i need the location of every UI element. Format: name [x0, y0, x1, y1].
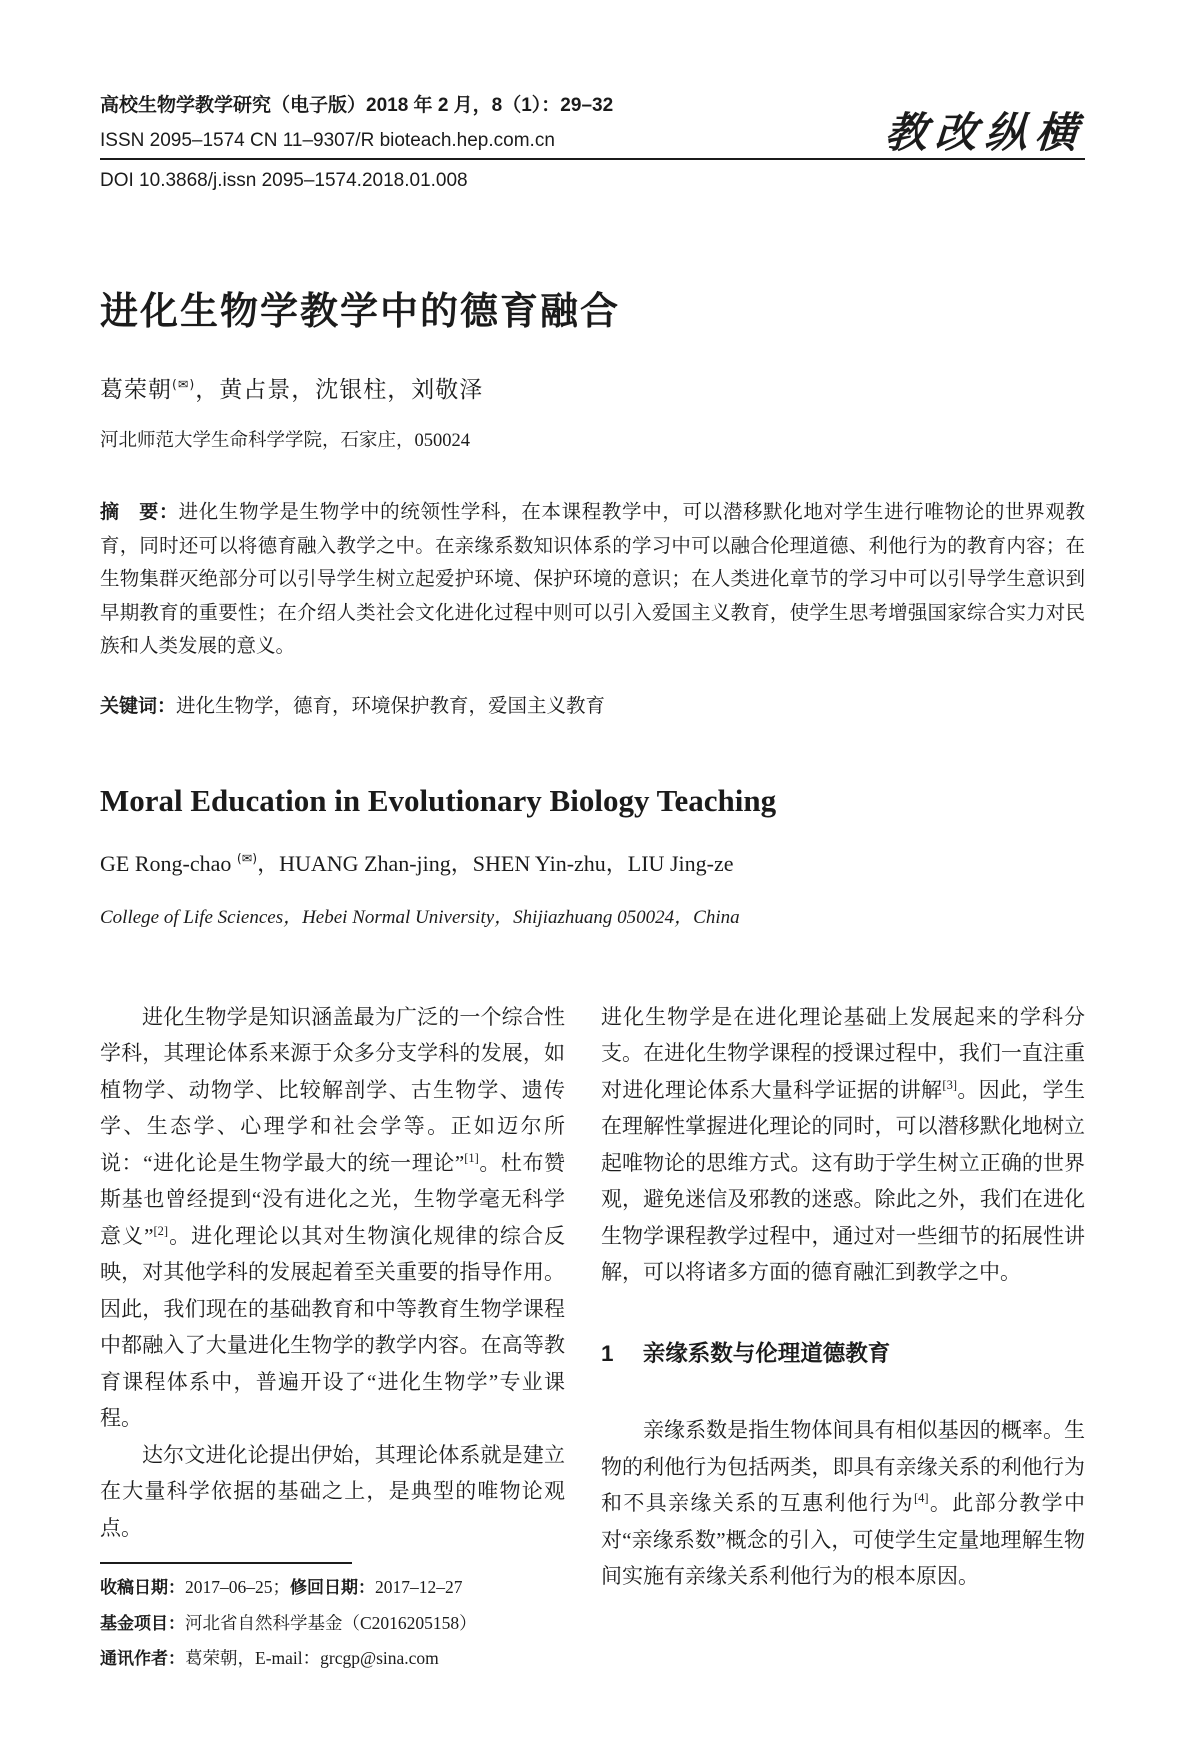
- doi-line: DOI 10.3868/j.issn 2095–1574.2018.01.008: [100, 170, 468, 191]
- page-header: [100, 88, 1085, 202]
- footnote-divider: [100, 1562, 352, 1564]
- abstract: 摘 要：进化生物学是生物学中的统领性学科，在本课程教学中，可以潜移默化地对学生进行唯物论的世界观教育，同时还可以将德育融入教学之中。在亲缘系数知识体系的学习中可以融合伦理道德、利他行为的教育内容；在生物集群灭绝部分可以引导学生树立起爱护环境、保护环境的意识；在人类进化章节的学习中可以引导学生意识到早期教育的重要性；在介绍人类社会文化进化过程中则可以引入爱国主义教育，使学生思考增强国家综合实力对民族和人类发展的意义。: [100, 502, 1085, 657]
- section-1-title: 亲缘系数与伦理道德教育: [642, 1340, 891, 1366]
- affiliation-en: College of Life Sciences，Hebei Normal University，Shijiazhuang 050024，China: [100, 906, 740, 928]
- footnote-fund: 基金项目：河北省自然科学基金（C2016205158）: [100, 1612, 477, 1633]
- header-top: [100, 88, 1085, 158]
- article-title-en: Moral Education in Evolutionary Biology Teaching: [100, 782, 777, 818]
- authors-zh: 葛荣朝(✉)，黄占景，沈银柱，刘敬泽: [100, 376, 484, 402]
- section-1-number: 1: [601, 1340, 614, 1366]
- journal-citation: 高校生物学教学研究（电子版）2018 年 2 月，8（1）：29–32: [100, 95, 614, 116]
- keywords: 关键词：进化生物学，德育，环境保护教育，爱国主义教育: [100, 695, 606, 717]
- header-left: [100, 88, 613, 158]
- article-title-zh: 进化生物学教学中的德育融合: [100, 291, 621, 333]
- section-1-heading: [601, 1336, 1085, 1373]
- column-tag-calligraphy: 教改纵横: [883, 108, 1087, 157]
- authors-en: GE Rong-chao (✉)，HUANG Zhan-jing，SHEN Yin-zhu，LIU Jing-ze: [100, 850, 734, 876]
- body-columns: [100, 999, 1085, 1677]
- paragraph-right-2: 亲缘系数是指生物体间具有相似基因的概率。生物的利他行为包括两类，即具有亲缘关系的利他行为和不具亲缘关系的互惠利他行为[4]。此部分教学中对“亲缘系数”概念的引入，可使学生定量地理解生物间实施有亲缘关系利他行为的根本原因。: [601, 1418, 1086, 1588]
- paragraph-left-1: 进化生物学是知识涵盖最为广泛的一个综合性学科，其理论体系来源于众多分支学科的发展，如植物学、动物学、比较解剖学、古生物学、遗传学、生态学、心理学和社会学等。正如迈尔所说：“进化论是生物学最大的统一理论”[1]。杜布赞斯基也曾经提到“没有进化之光，生物学毫无科学意义”[2]。进化理论以其对生物演化规律的综合反映，对其他学科的发展起着至关重要的指导作用。因此，我们现在的基础教育和中等教育生物学课程中都融入了大量进化生物学的教学内容。在高等教育课程体系中，普遍开设了“进化生物学”专业课程。: [100, 1004, 566, 1430]
- paragraph-left-2: 达尔文进化论提出伊始，其理论体系就是建立在大量科学依据的基础之上，是典型的唯物论观点。: [100, 1442, 565, 1540]
- footnote-corresponding-author: 通讯作者：葛荣朝，E-mail：grcgp@sina.com: [100, 1648, 439, 1668]
- journal-issn-line: ISSN 2095–1574 CN 11–9307/R bioteach.hep.com.cn: [100, 130, 555, 151]
- paragraph-right-1: 进化生物学是在进化理论基础上发展起来的学科分支。在进化生物学课程的授课过程中，我们一直注重对进化理论体系大量科学证据的讲解[3]。因此，学生在理解性掌握进化理论的同时，可以潜移默化地树立起唯物论的思维方式。这有助于学生树立正确的世界观，避免迷信及邪教的迷惑。除此之外，我们在进化生物学课程教学过程中，通过对一些细节的拓展性讲解，可以将诸多方面的德育融汇到教学之中。: [601, 1004, 1086, 1284]
- footnotes: [100, 1562, 565, 1677]
- body-column-left: [100, 999, 565, 1677]
- body-column-right: [601, 999, 1085, 1677]
- footnote-dates: 收稿日期：2017–06–25；修回日期：2017–12–27: [100, 1577, 463, 1597]
- affiliation-zh: 河北师范大学生命科学学院，石家庄，050024: [100, 431, 471, 451]
